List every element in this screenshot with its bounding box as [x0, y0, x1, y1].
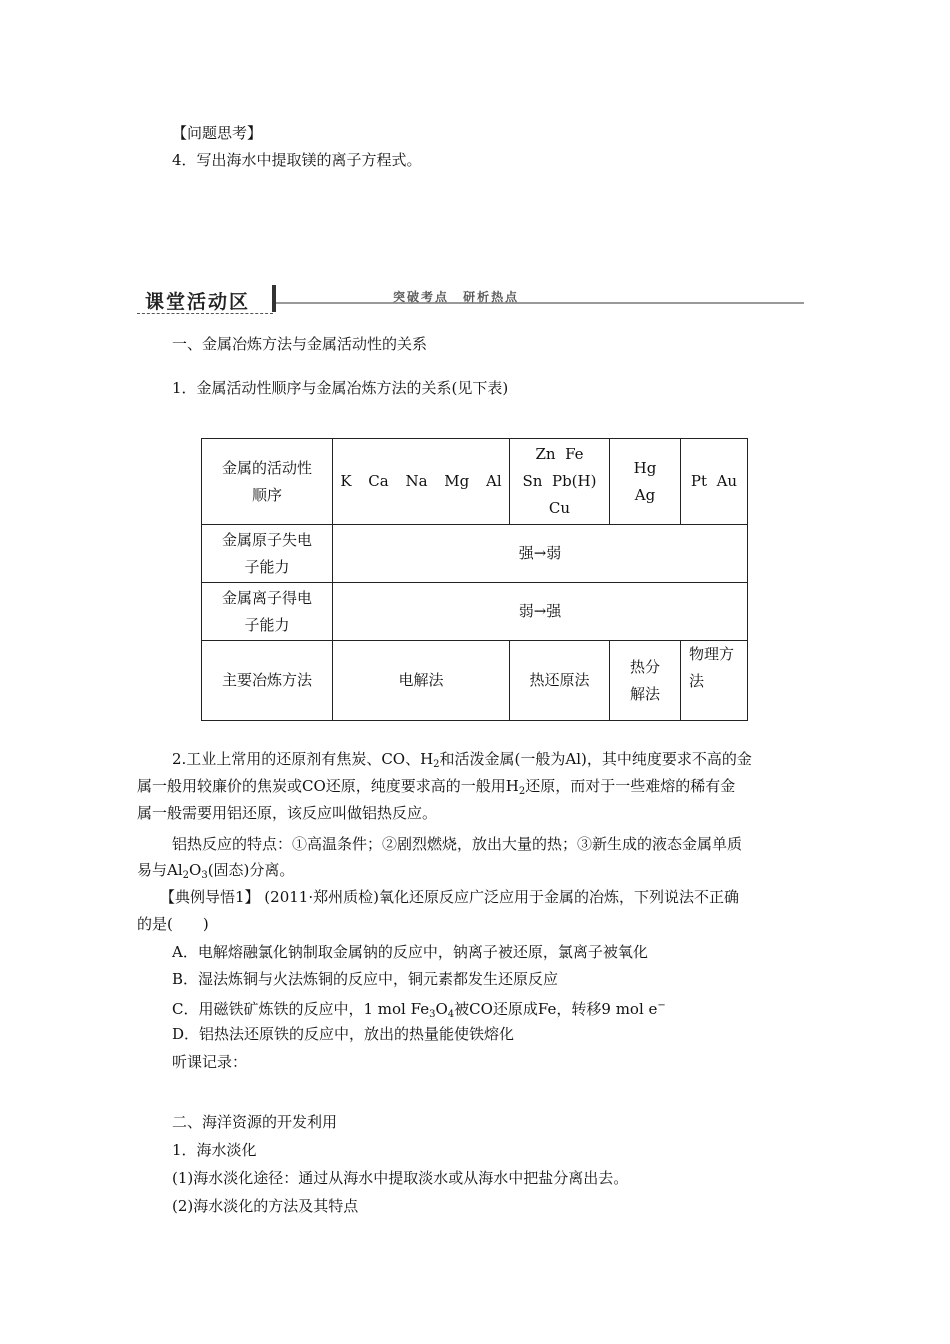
subscript: 2 [182, 870, 190, 881]
banner-title: 课堂活动区 [145, 291, 251, 313]
part1-item2-line3: 属一般需要用铝还原，该反应叫做铝热反应。 [137, 804, 438, 822]
table-header-method: 主要冶炼方法 [202, 641, 333, 721]
table-header-activity [202, 439, 333, 525]
text-span: O [435, 1000, 448, 1018]
table-method-thermal-decomposition [610, 641, 681, 721]
metal-activity-table [201, 438, 748, 721]
text-span: 2.工业上常用的还原剂有焦炭、CO、H [172, 750, 434, 768]
table-cell-text: 金属的活动性 [221, 458, 312, 477]
listening-notes: 听课记录： [172, 1053, 248, 1071]
option-c [172, 996, 666, 1025]
table-cell-text: 子能力 [244, 557, 290, 576]
question-heading: 【问题思考】 [172, 124, 263, 142]
table-gain-electron-value: 弱→强 [333, 583, 748, 641]
table-method-electrolysis: 电解法 [333, 641, 510, 721]
subscript: 4 [447, 1009, 455, 1020]
table-metals-group2 [510, 439, 610, 525]
text-span: 和活泼金属(一般为Al)，其中纯度要求不高的金 [439, 750, 752, 768]
text-span: 被CO还原成Fe，转移9 mol e [454, 1000, 658, 1018]
part2-sub1: (1)海水淡化途径：通过从海水中提取淡水或从海水中把盐分离出去。 [172, 1169, 629, 1187]
table-cell-text: Hg [633, 458, 657, 477]
thermite-line1: 铝热反应的特点：①高温条件；②剧烈燃烧，放出大量的热；③新生成的液态金属单质 [172, 835, 743, 853]
table-cell-text: 法 [689, 672, 705, 690]
table-cell-text: Zn Fe [535, 445, 584, 463]
table-cell-text: 顺序 [251, 485, 282, 504]
option-a: A．电解熔融氯化钠制取金属钠的反应中，钠离子被还原，氯离子被氧化 [172, 943, 648, 961]
text-span: C．用磁铁矿炼铁的反应中，1 mol Fe [172, 1000, 430, 1018]
text-span: 还原，而对于一些难熔的稀有金 [525, 777, 736, 795]
subscript: 3 [201, 870, 208, 881]
banner-subtitle: 突破考点 研析热点 [393, 290, 520, 304]
part2-item1: 1．海水淡化 [172, 1141, 257, 1159]
table-method-physical [681, 641, 748, 721]
table-metals-group1: K Ca Na Mg Al [333, 439, 510, 525]
text-span: 属一般用较廉价的焦炭或CO还原，纯度要求高的一般用H [137, 777, 519, 795]
banner-rule [276, 302, 804, 304]
text-span: O [189, 861, 202, 879]
table-cell-text: Ag [634, 485, 656, 504]
subscript: 2 [433, 759, 440, 770]
table-header-gain-electron [202, 583, 333, 641]
banner-underline [137, 313, 273, 314]
table-cell-text: 物理方 [689, 645, 735, 663]
example-line2: 的是( ) [137, 915, 209, 933]
question-text: 4．写出海水中提取镁的离子方程式。 [172, 151, 422, 169]
table-metals-group3 [610, 439, 681, 525]
thermite-line2 [137, 860, 294, 886]
table-cell-text: 热分 [629, 657, 660, 676]
part1-item1: 1．金属活动性顺序与金属冶炼方法的关系(见下表) [172, 379, 509, 397]
subscript: 2 [518, 786, 526, 797]
table-cell-text: Sn Pb(H) [522, 472, 597, 490]
subscript: 3 [429, 1009, 436, 1020]
banner-divider [272, 285, 276, 312]
superscript: − [657, 1000, 666, 1011]
option-d: D．铝热法还原铁的反应中，放出的热量能使铁熔化 [172, 1025, 515, 1043]
option-b: B．湿法炼铜与火法炼铜的反应中，铜元素都发生还原反应 [172, 970, 559, 988]
table-cell-text: 金属离子得电 [221, 588, 312, 607]
table-cell-text: 金属原子失电 [221, 530, 312, 549]
table-header-lose-electron [202, 525, 333, 583]
table-cell-text: 子能力 [244, 615, 290, 634]
table-cell-text: Cu [548, 499, 571, 517]
table-lose-electron-value: 强→弱 [333, 525, 748, 583]
table-metals-group4: Pt Au [681, 439, 748, 525]
part1-heading: 一、金属冶炼方法与金属活动性的关系 [172, 335, 428, 353]
part1-item2-line2 [137, 776, 735, 802]
text-span: 易与Al [137, 861, 183, 879]
part1-item2-line1 [172, 749, 752, 775]
text-span: (固态)分离。 [207, 861, 295, 879]
part2-sub2: (2)海水淡化的方法及其特点 [172, 1197, 359, 1215]
part2-heading: 二、海洋资源的开发利用 [172, 1113, 338, 1131]
example-line1: 【典例导悟1】 (2011·郑州质检)氧化还原反应广泛应用于金属的冶炼，下列说法不正确 [160, 888, 739, 906]
table-method-thermal-reduction: 热还原法 [510, 641, 610, 721]
table-cell-text: 解法 [629, 684, 660, 703]
